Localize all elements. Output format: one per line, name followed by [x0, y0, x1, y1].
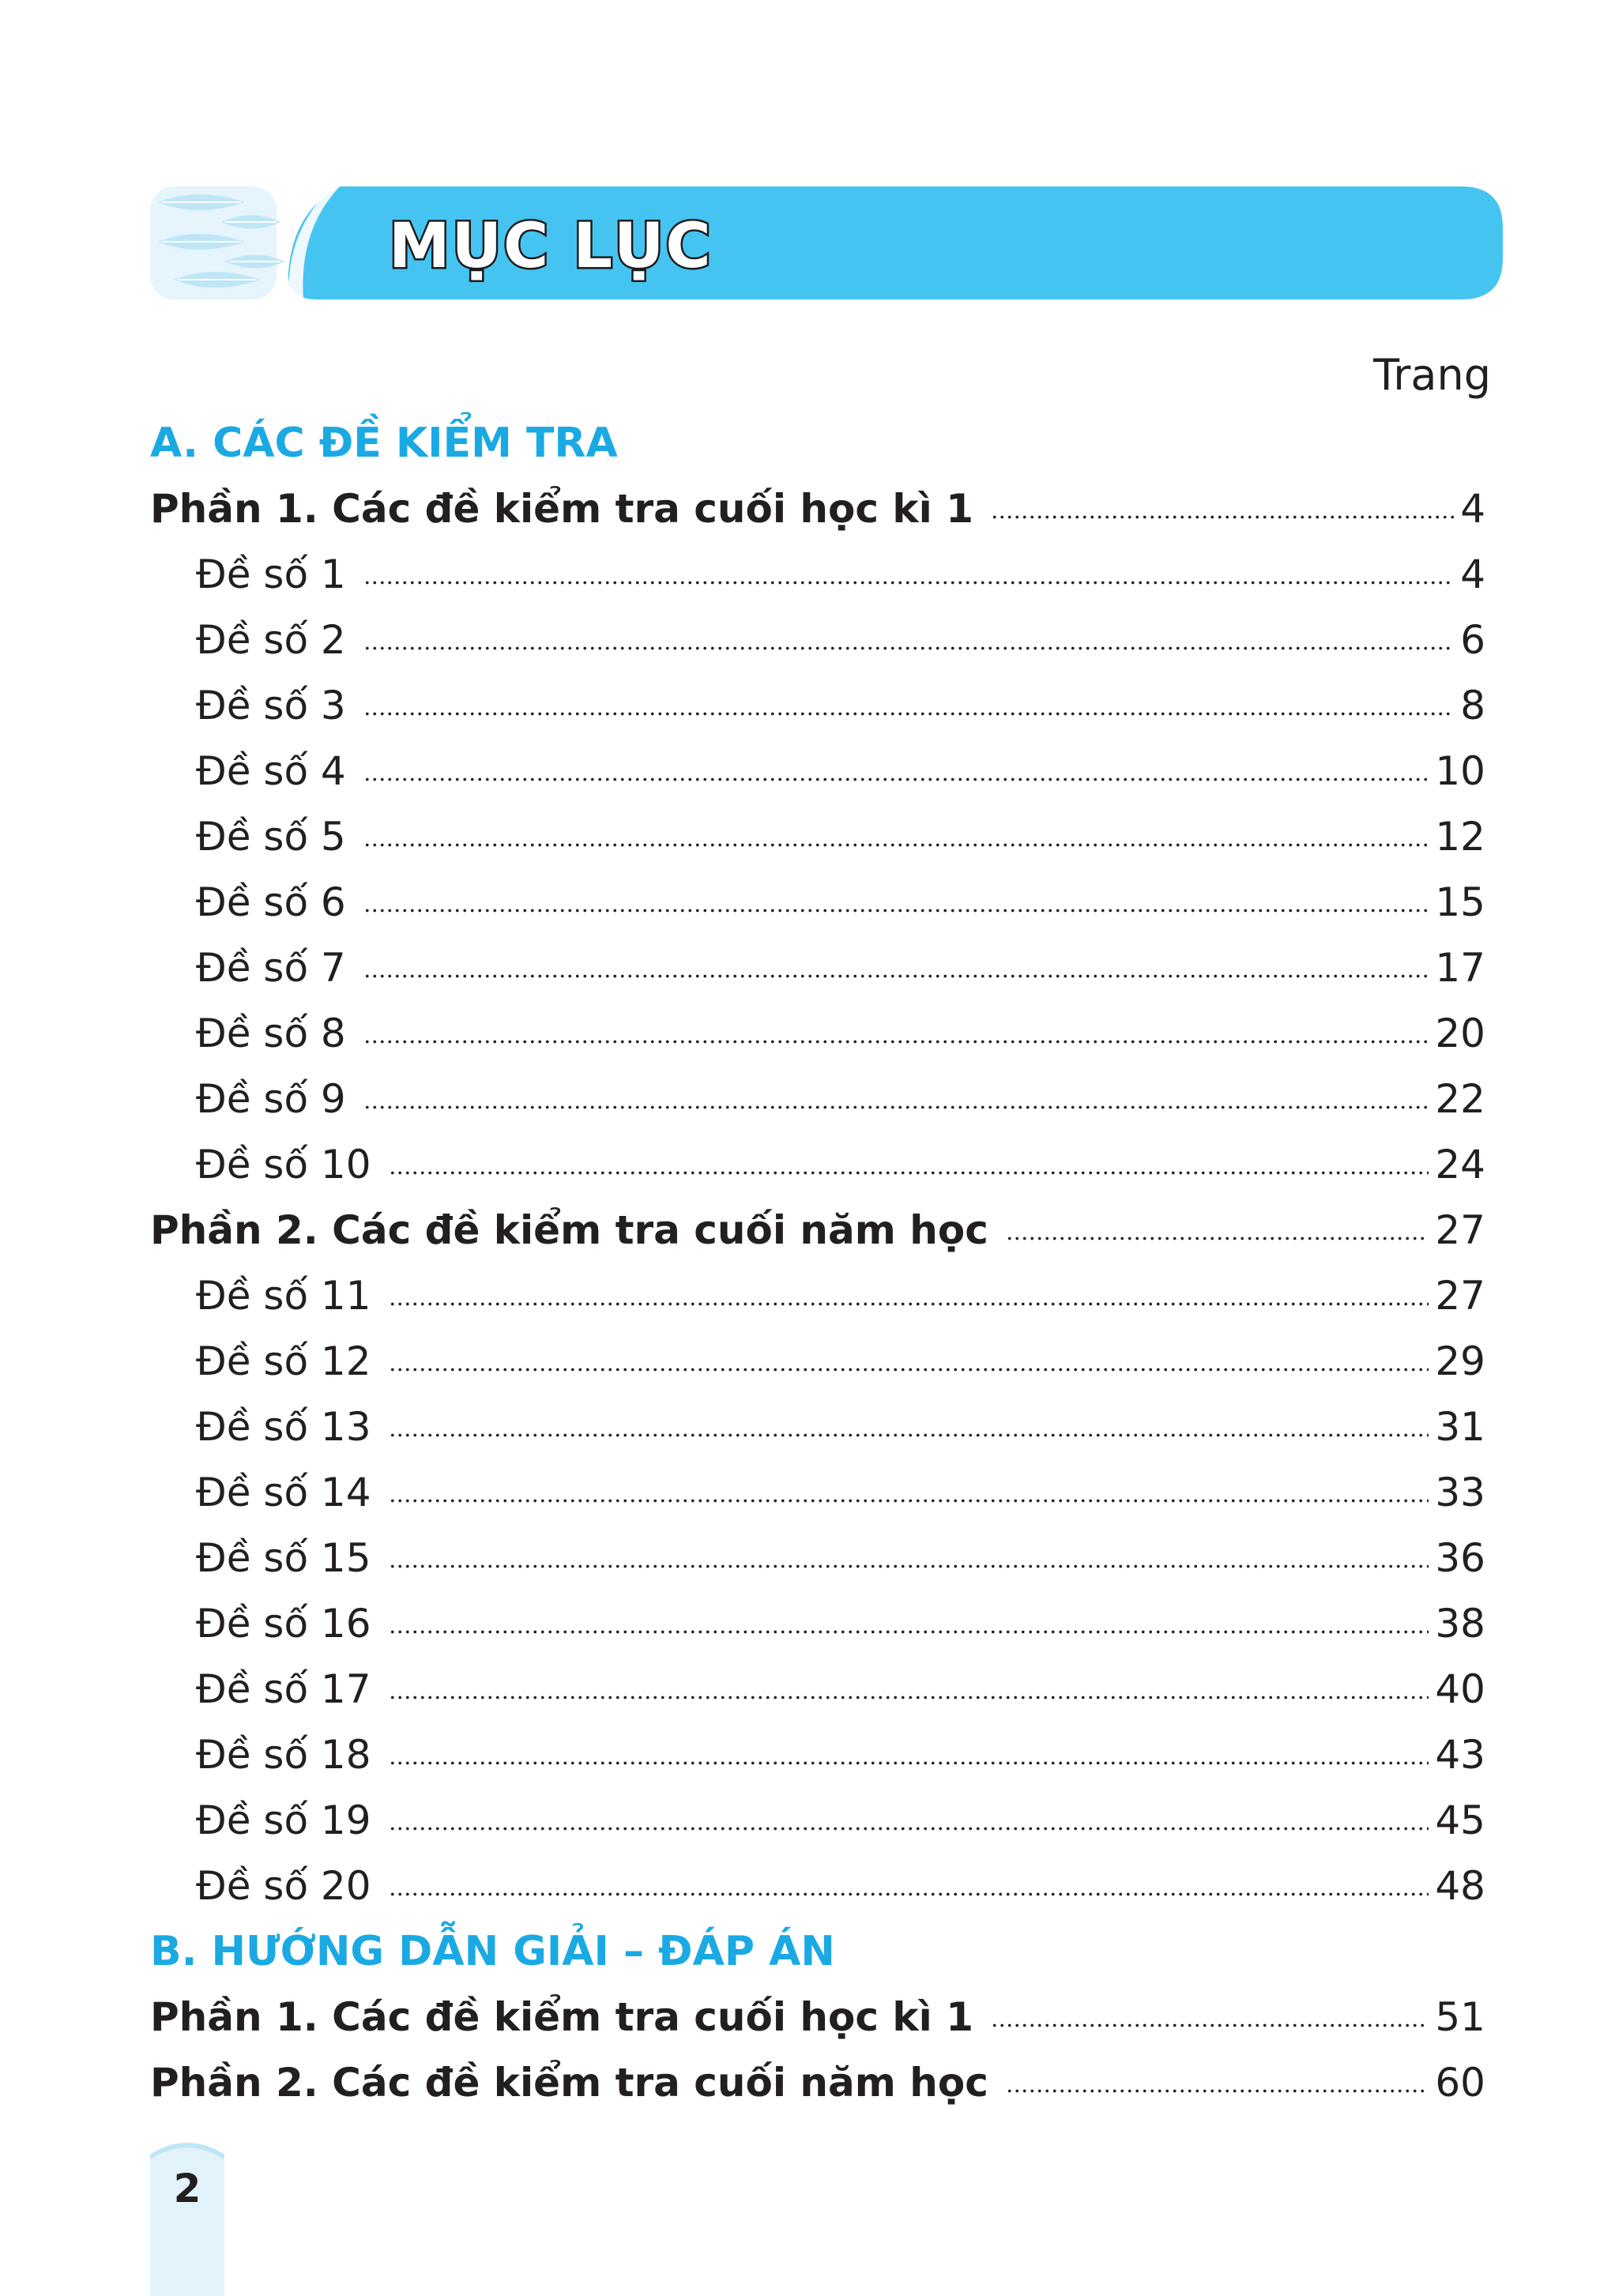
toc-entry-label: Đề số 3 [196, 683, 346, 728]
toc-entry[interactable] [150, 1263, 1485, 1329]
table-of-contents [150, 411, 1485, 2116]
toc-part-entry[interactable] [150, 476, 1485, 542]
dot-leader [991, 511, 1454, 521]
dot-leader [363, 839, 1429, 849]
toc-entry[interactable] [150, 870, 1485, 935]
toc-entry-label: Phần 2. Các đề kiểm tra cuối năm học [150, 2060, 988, 2106]
toc-entry[interactable] [150, 1132, 1485, 1198]
dot-leader [389, 1364, 1429, 1373]
header-banner [150, 186, 1503, 299]
toc-entry-label: Đề số 16 [196, 1601, 371, 1647]
page-column-label: Trang [1373, 350, 1491, 400]
dot-leader [389, 1560, 1429, 1570]
toc-entry[interactable] [150, 1722, 1485, 1788]
dot-leader [389, 1429, 1429, 1439]
toc-entry-label: Đề số 7 [196, 945, 346, 991]
toc-entry-page: 48 [1435, 1863, 1485, 1909]
toc-entry-page: 36 [1435, 1535, 1485, 1581]
toc-part-entry[interactable] [150, 1985, 1485, 2050]
toc-entry-page: 29 [1435, 1338, 1485, 1384]
toc-entry-page: 51 [1435, 1994, 1485, 2040]
toc-entry-page: 22 [1435, 1076, 1485, 1122]
toc-entry-label: Đề số 5 [196, 814, 346, 860]
dot-leader [363, 708, 1454, 717]
toc-entry-page: 33 [1435, 1470, 1485, 1515]
dot-leader [1006, 2085, 1429, 2095]
toc-entry[interactable] [150, 1001, 1485, 1067]
dot-leader [991, 2019, 1429, 2029]
toc-entry-label: Đề số 9 [196, 1076, 346, 1122]
page-number: 2 [173, 2166, 201, 2211]
dot-leader [389, 1888, 1429, 1898]
toc-entry-label: Đề số 2 [196, 617, 346, 663]
dot-leader [389, 1692, 1429, 1701]
toc-entry-page: 43 [1435, 1732, 1485, 1778]
dot-leader [363, 905, 1429, 914]
toc-entry-label: Đề số 12 [196, 1338, 371, 1384]
dot-leader [363, 1101, 1429, 1111]
toc-entry-label: Phần 2. Các đề kiểm tra cuối năm học [150, 1207, 988, 1253]
toc-entry-label: Đề số 6 [196, 879, 346, 925]
dot-leader [1006, 1233, 1429, 1242]
toc-entry-page: 45 [1435, 1797, 1485, 1843]
toc-entry-page: 31 [1435, 1404, 1485, 1450]
toc-entry-page: 6 [1460, 617, 1485, 663]
toc-entry-label: Đề số 17 [196, 1666, 371, 1712]
toc-entry-page: 4 [1460, 551, 1485, 597]
toc-entry[interactable] [150, 804, 1485, 870]
toc-entry-label: Đề số 13 [196, 1404, 371, 1450]
toc-entry-label: Phần 1. Các đề kiểm tra cuối học kì 1 [150, 1994, 973, 2040]
toc-entry-label: Phần 1. Các đề kiểm tra cuối học kì 1 [150, 486, 973, 532]
dot-leader [363, 773, 1429, 783]
toc-entry-page: 8 [1460, 683, 1485, 728]
toc-entry-label: Đề số 14 [196, 1470, 371, 1515]
dot-leader [363, 642, 1454, 652]
toc-entry-label: Đề số 10 [196, 1142, 371, 1188]
toc-entry-page: 4 [1460, 486, 1485, 532]
toc-entry-page: 15 [1435, 879, 1485, 925]
leaf-pattern-icon [150, 186, 300, 299]
toc-entry[interactable] [150, 1329, 1485, 1395]
dot-leader [389, 1626, 1429, 1635]
toc-entry[interactable] [150, 935, 1485, 1001]
toc-entry[interactable] [150, 1591, 1485, 1657]
dot-leader [389, 1757, 1429, 1767]
toc-entry-label: Đề số 11 [196, 1273, 371, 1319]
toc-entry-label: Đề số 1 [196, 551, 346, 597]
dot-leader [389, 1298, 1429, 1308]
toc-entry[interactable] [150, 739, 1485, 804]
toc-part-entry[interactable] [150, 1198, 1485, 1263]
dot-leader [363, 577, 1454, 586]
dot-leader [389, 1823, 1429, 1832]
toc-entry-label: Đề số 19 [196, 1797, 371, 1843]
toc-entry[interactable] [150, 1788, 1485, 1854]
toc-entry-label: Đề số 4 [196, 748, 346, 794]
toc-entry-label: Đề số 20 [196, 1863, 371, 1909]
toc-part-entry[interactable] [150, 2050, 1485, 2116]
toc-entry[interactable] [150, 542, 1485, 608]
toc-entry-page: 17 [1435, 945, 1485, 991]
toc-entry[interactable] [150, 1395, 1485, 1460]
toc-entry-page: 40 [1435, 1666, 1485, 1712]
toc-entry[interactable] [150, 1067, 1485, 1132]
toc-entry[interactable] [150, 608, 1485, 673]
toc-entry[interactable] [150, 1460, 1485, 1526]
toc-entry[interactable] [150, 1657, 1485, 1722]
toc-entry-page: 38 [1435, 1601, 1485, 1647]
toc-entry-label: Đề số 18 [196, 1732, 371, 1778]
toc-entry-page: 12 [1435, 814, 1485, 860]
toc-entry[interactable] [150, 1854, 1485, 1919]
toc-entry-page: 27 [1435, 1207, 1485, 1253]
toc-entry-page: 24 [1435, 1142, 1485, 1188]
toc-entry-page: 20 [1435, 1011, 1485, 1056]
toc-entry-label: Đề số 15 [196, 1535, 371, 1581]
toc-entry-page: 10 [1435, 748, 1485, 794]
dot-leader [389, 1167, 1429, 1176]
dot-leader [389, 1495, 1429, 1504]
page-title: MỤC LỤC [389, 211, 713, 282]
section-heading: A. CÁC ĐỀ KIỂM TRA [150, 420, 618, 467]
toc-entry[interactable] [150, 1526, 1485, 1591]
toc-entry-page: 60 [1435, 2060, 1485, 2106]
toc-entry-label: Đề số 8 [196, 1011, 346, 1056]
toc-entry[interactable] [150, 673, 1485, 739]
section-heading: B. HƯỚNG DẪN GIẢI – ĐÁP ÁN [150, 1928, 835, 1975]
dot-leader [363, 970, 1429, 980]
dot-leader [363, 1036, 1429, 1045]
toc-entry-page: 27 [1435, 1273, 1485, 1319]
